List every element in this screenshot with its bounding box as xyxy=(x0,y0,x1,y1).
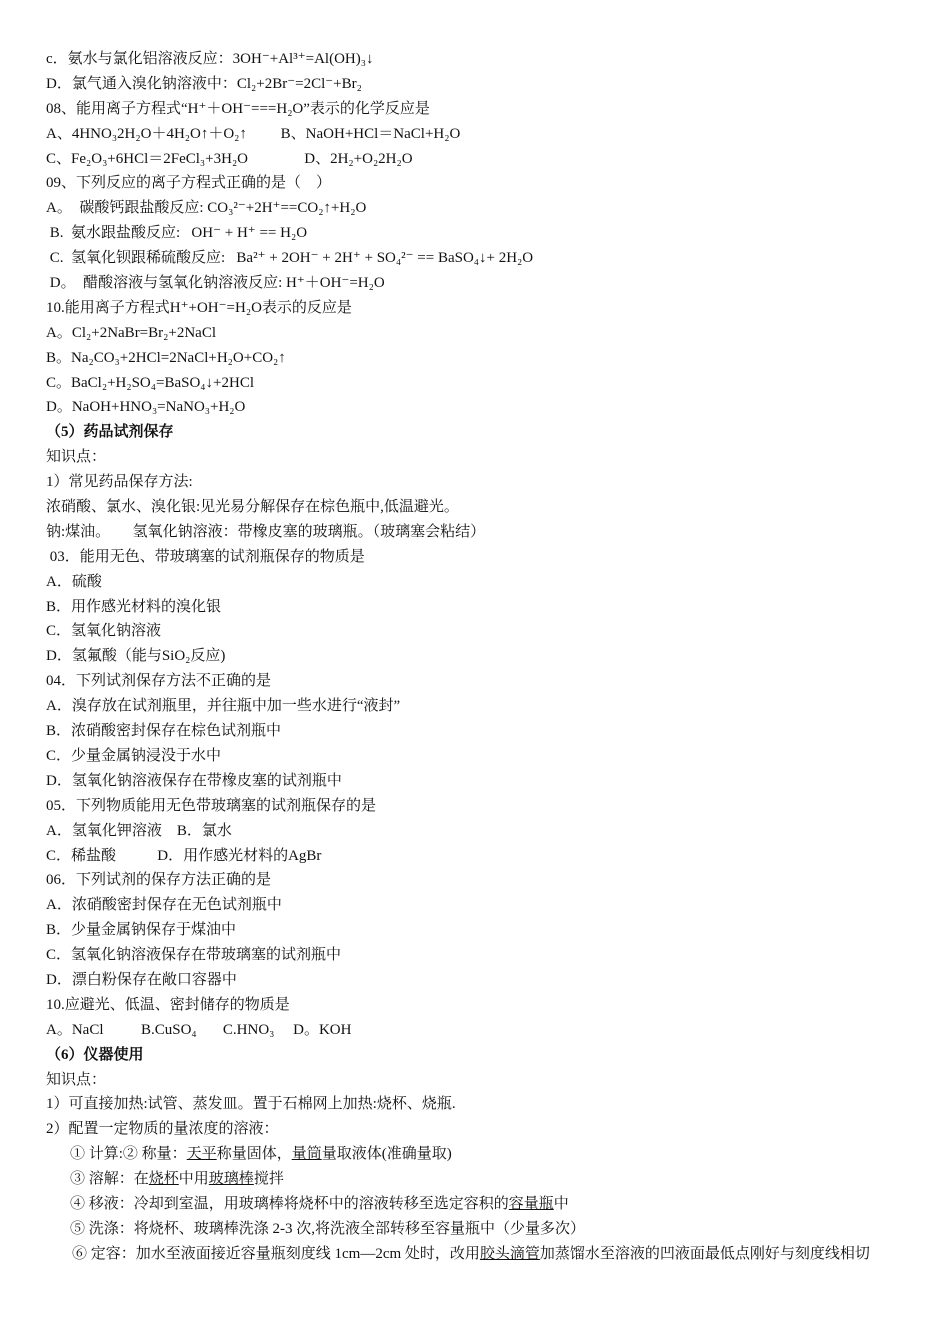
underlined-term: 容量瓶 xyxy=(508,1195,554,1212)
option-04-d: D．氢氧化钠溶液保存在带橡皮塞的试剂瓶中 xyxy=(46,772,342,789)
option-06-d: D．漂白粉保存在敞口容器中 xyxy=(46,971,237,988)
step-make-volume xyxy=(46,1242,910,1267)
text-line: 钠:煤油。 氢氧化钠溶液：带橡皮塞的玻璃瓶。（玻璃塞会粘结） xyxy=(46,523,486,540)
question-08: 08、能用离子方程式“H⁺＋OH⁻===H₂O”表示的化学反应是 xyxy=(46,100,430,117)
step-text: 称量固体， xyxy=(216,1146,292,1163)
option-09-c: C. 氢氧化钡跟稀硫酸反应: Ba²⁺ + 2OH⁻ + 2H⁺ + SO₄²⁻ == BaSO₄↓+ 2H₂O xyxy=(46,250,534,267)
text-line: 1）常见药品保存方法: xyxy=(46,474,193,491)
section-heading-instruments: （6）仪器使用 xyxy=(46,1046,144,1063)
step-text: ① 计算:② 称量： xyxy=(70,1146,187,1163)
text-line: c．氨水与氯化铝溶液反应：3OH⁻+Al³⁺=Al(OH)₃↓ xyxy=(46,51,374,67)
option-10-a: A。Cl₂+2NaBr=Br₂+2NaCl xyxy=(46,324,216,341)
option-10-c: C。BaCl₂+H₂SO₄=BaSO₄↓+2HCl xyxy=(46,374,254,391)
text-line: 1）可直接加热:试管、蒸发皿。置于石棉网上加热:烧杯、烧瓶. xyxy=(46,1096,456,1113)
question-10: 10.能用离子方程式H⁺+OH⁻=H₂O表示的反应是 xyxy=(46,299,352,316)
underlined-term: 胶头滴管 xyxy=(479,1245,540,1262)
option-06-b: B．少量金属钠保存于煤油中 xyxy=(46,922,237,939)
step-dissolve xyxy=(46,1167,910,1192)
options-10b: A。NaCl B.CuSO₄ C.HNO₃ D。KOH xyxy=(46,1021,352,1038)
step-text: ③ 溶解：在 xyxy=(70,1171,149,1188)
options-05-cd: C．稀盐酸 D．用作感光材料的AgBr xyxy=(46,847,322,864)
text-line: 2）配置一定物质的量浓度的溶液： xyxy=(46,1121,279,1138)
question-09: 09、下列反应的离子方程式正确的是（ ） xyxy=(46,175,332,192)
option-09-d: D。 醋酸溶液与氢氧化钠溶液反应: H⁺＋OH⁻=H₂O xyxy=(46,275,385,292)
underlined-term: 天平 xyxy=(186,1146,217,1163)
step-text: 加蒸馏水至溶液的凹液面最低点刚好与刻度线相切 xyxy=(539,1245,870,1262)
question-06: 06．下列试剂的保存方法正确的是 xyxy=(46,872,272,889)
question-04: 04．下列试剂保存方法不正确的是 xyxy=(46,673,272,690)
knowledge-label: 知识点： xyxy=(46,1071,107,1088)
question-10b: 10.应避光、低温、密封储存的物质是 xyxy=(46,996,290,1013)
step-text: 中 xyxy=(553,1195,569,1212)
step-transfer xyxy=(46,1192,910,1217)
step-text: ④ 移液：冷却到室温，用玻璃棒将烧杯中的溶液转移至选定容积的 xyxy=(70,1195,509,1212)
option-10-d: D。NaOH+HNO₃=NaNO₃+H₂O xyxy=(46,399,246,416)
option-04-c: C．少量金属钠浸没于水中 xyxy=(46,747,222,764)
options-08-cd: C、Fe₂O₃+6HCl＝2FeCl₃+3H₂O D、2H₂+O₂2H₂O xyxy=(46,150,413,167)
knowledge-label: 知识点： xyxy=(46,449,107,466)
step-wash xyxy=(46,1217,910,1242)
step-calc-weigh xyxy=(46,1142,910,1167)
option-03-a: A．硫酸 xyxy=(46,573,102,590)
text-line: D．氯气通入溴化钠溶液中：Cl₂+2Br⁻=2Cl⁻+Br₂ xyxy=(46,75,362,92)
options-05-ab: A．氢氧化钾溶液 B．氯水 xyxy=(46,822,232,839)
underlined-term: 烧杯 xyxy=(148,1171,179,1188)
step-text: 中用 xyxy=(178,1171,209,1188)
question-05: 05．下列物质能用无色带玻璃塞的试剂瓶保存的是 xyxy=(46,797,377,814)
option-09-b: B. 氨水跟盐酸反应: OH⁻ + H⁺ == H₂O xyxy=(46,225,308,242)
option-03-b: B．用作感光材料的溴化银 xyxy=(46,598,222,615)
text-line: 浓硝酸、氯水、溴化银:见光易分解保存在棕色瓶中,低温避光。 xyxy=(46,499,459,516)
option-03-d: D．氢氟酸（能与SiO₂反应) xyxy=(46,648,226,665)
step-text: 量取液体(准确量取) xyxy=(321,1146,452,1163)
underlined-term: 量筒 xyxy=(291,1146,322,1163)
step-text: ⑥ 定容：加水至液面接近容量瓶刻度线 1cm—2cm 处时，改用 xyxy=(72,1245,480,1262)
option-03-c: C．氢氧化钠溶液 xyxy=(46,623,162,640)
underlined-term: 玻璃棒 xyxy=(208,1171,254,1188)
option-04-a: A．溴存放在试剂瓶里，并往瓶中加一些水进行“液封” xyxy=(46,698,401,715)
option-09-a: A。 碳酸钙跟盐酸反应: CO₃²⁻+2H⁺==CO₂↑+H₂O xyxy=(46,200,367,217)
step-text: ⑤ 洗涤：将烧杯、玻璃棒洗涤 2-3 次,将洗液全部转移至容量瓶中（少量多次） xyxy=(70,1220,585,1237)
question-03: 03．能用无色、带玻璃塞的试剂瓶保存的物质是 xyxy=(46,548,365,565)
section-heading-storage: （5）药品试剂保存 xyxy=(46,424,174,441)
option-04-b: B．浓硝酸密封保存在棕色试剂瓶中 xyxy=(46,723,282,740)
option-06-c: C．氢氧化钠溶液保存在带玻璃塞的试剂瓶中 xyxy=(46,947,342,964)
step-text: 搅拌 xyxy=(253,1171,284,1188)
options-08-ab: A、4HNO₃2H₂O＋4H₂O↑＋O₂↑ B、NaOH+HCl＝NaCl+H₂O xyxy=(46,125,461,142)
option-06-a: A．浓硝酸密封保存在无色试剂瓶中 xyxy=(46,897,282,914)
option-10-b: B。Na₂CO₃+2HCl=2NaCl+H₂O+CO₂↑ xyxy=(46,349,286,366)
